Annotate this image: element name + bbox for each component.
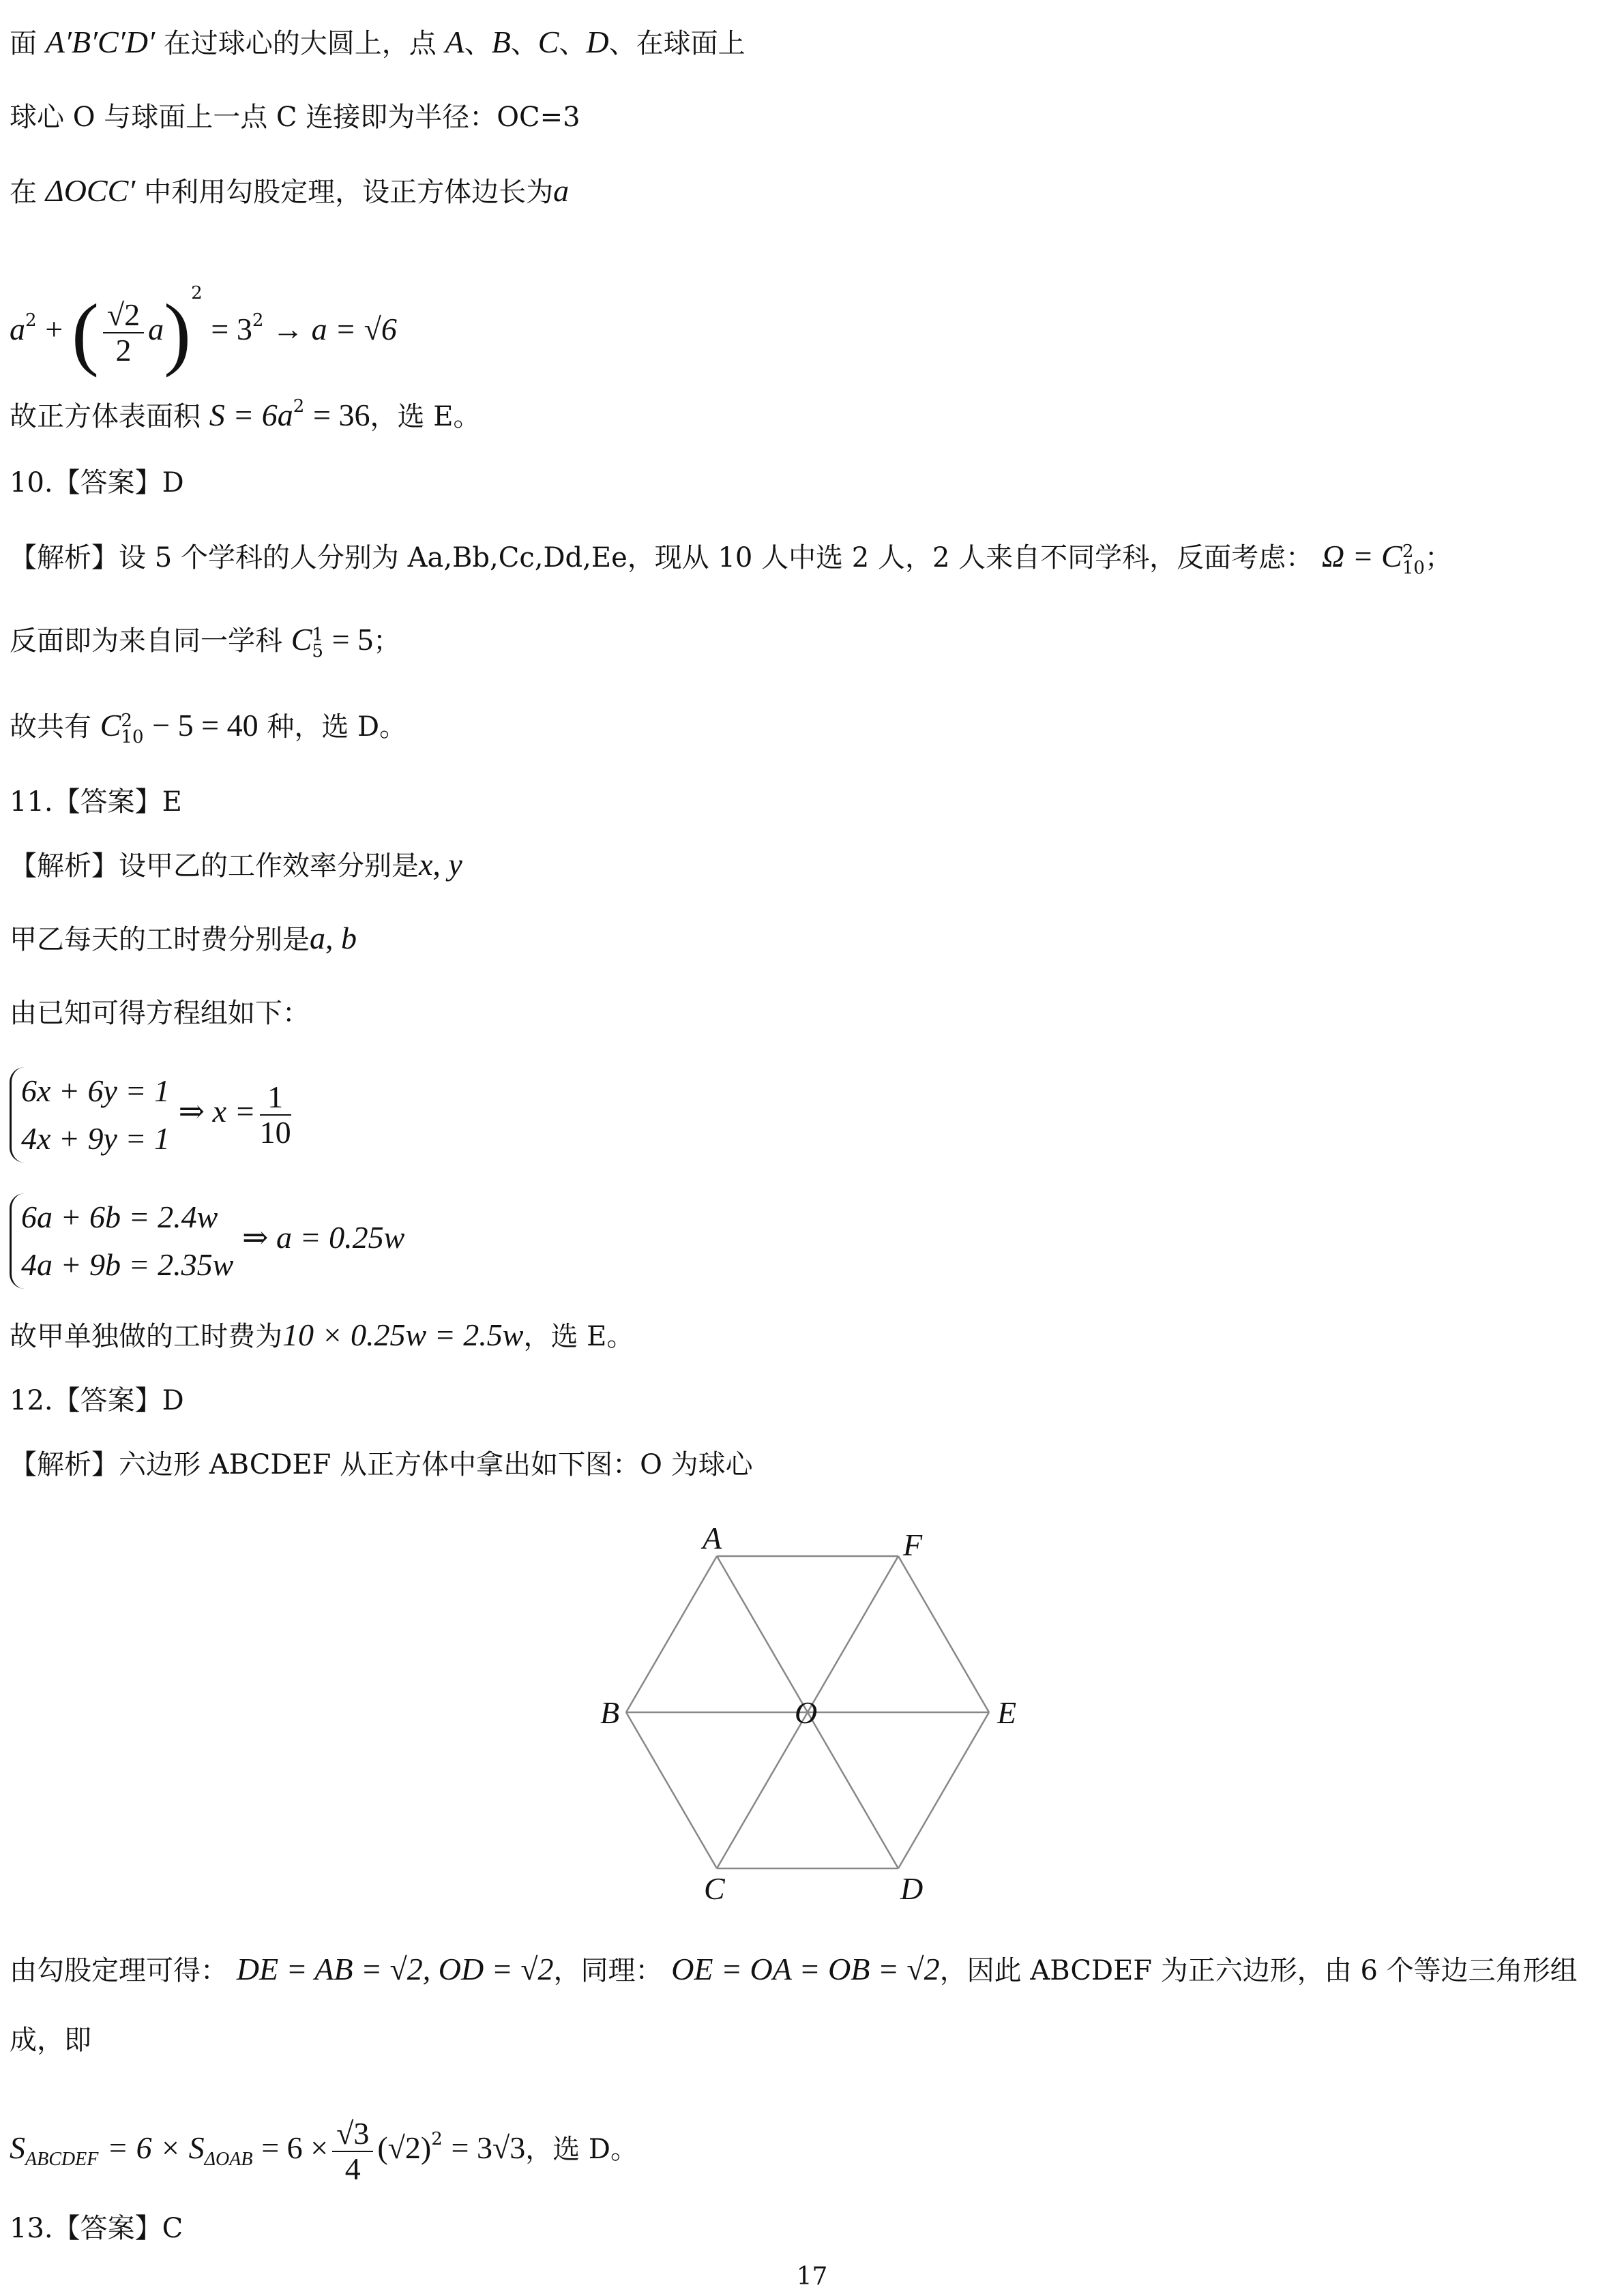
text-segment: 【解析】设甲乙的工作效率分别是 — [10, 850, 419, 882]
system-row: 6x + 6y = 1 — [21, 1073, 170, 1108]
text-segment: ，同理： — [553, 1955, 663, 1986]
text-line-11 — [10, 846, 462, 884]
punct: 、 — [464, 28, 492, 59]
text-segment: 故甲单独做的工时费为 — [10, 1321, 282, 1352]
edge-fe — [898, 1556, 989, 1712]
text-segment: 故正方体表面积 — [10, 401, 201, 432]
math-value: = 5 — [331, 622, 374, 657]
math-omega: Ω = C — [1321, 539, 1402, 573]
math-exponent: 2 — [191, 283, 203, 303]
math-point-a: A — [445, 25, 464, 59]
paren-right: ) — [164, 287, 192, 378]
math-c: C — [291, 622, 312, 657]
math-result: → a = √6 — [272, 312, 397, 346]
math-s: S — [10, 2130, 25, 2165]
text-line-20: 成，即 — [10, 2025, 91, 2056]
page-number: 17 — [796, 2263, 828, 2291]
text-line-13: 由已知可得方程组如下： — [10, 998, 310, 1029]
math-sub-sup — [121, 713, 143, 745]
fraction-numerator: √2 — [103, 298, 144, 333]
equation-pythagoras — [10, 239, 397, 378]
system-row: 6a + 6b = 2.4w — [21, 1199, 218, 1234]
text-line-5 — [10, 387, 481, 432]
label-a: A — [703, 1521, 722, 1555]
text-segment: 种，选 D。 — [267, 711, 407, 743]
math-sub-sup — [312, 627, 323, 659]
text-segment: ； — [1424, 542, 1452, 573]
fraction-numerator: 1 — [260, 1080, 291, 1116]
text-segment: ，选 D。 — [525, 2134, 638, 2165]
text-line-16 — [10, 1316, 634, 1354]
math-point-c: C — [537, 25, 559, 59]
math-subscript: ΔOAB — [204, 2149, 253, 2170]
math-subscript: ABCDEF — [25, 2149, 99, 2170]
math-a: a — [148, 312, 164, 346]
math-paren-sqrt2: (√2) — [377, 2130, 432, 2165]
math-plus: + — [45, 312, 63, 346]
system-row: 4a + 9b = 2.35w — [21, 1247, 234, 1282]
math-times-s: = 6 × S — [107, 2130, 205, 2165]
sub: 5 — [312, 641, 323, 661]
label-o: O — [795, 1695, 818, 1730]
math-sub-sup — [1402, 543, 1425, 576]
text-segment: 中利用勾股定理，设正方体边长为 — [144, 177, 554, 208]
text-segment: 甲乙每天的工时费分别是 — [10, 924, 310, 955]
math-times: = 6 × — [261, 2130, 329, 2165]
text-line-12 — [10, 919, 357, 957]
math-exponent: 2 — [431, 2129, 443, 2149]
answer-11: 11.【答案】E — [10, 786, 182, 818]
equation-system-1 — [10, 1060, 295, 1163]
text-line-1 — [10, 23, 745, 61]
sup: 2 — [1402, 541, 1414, 562]
text-segment: 、在球面上 — [608, 28, 745, 59]
sup: 2 — [121, 711, 132, 731]
fraction-denominator: 4 — [344, 2151, 361, 2186]
fraction-sqrt2-over-2 — [103, 298, 144, 368]
fraction-denominator: 10 — [259, 1115, 291, 1150]
system-row: 4x + 9y = 1 — [21, 1121, 170, 1156]
label-f: F — [903, 1527, 923, 1562]
text-line-19 — [10, 1950, 1578, 1988]
text-segment: ； — [373, 625, 401, 657]
math-equals-three: = 3 — [211, 312, 252, 346]
math-implies: ⇒ x = — [178, 1094, 256, 1129]
punct: 、 — [559, 28, 587, 59]
text-line-7 — [10, 537, 1452, 576]
math-surface-value: = 36 — [313, 398, 370, 432]
math-total: − 5 = 40 — [152, 708, 259, 743]
fraction-one-tenth — [260, 1080, 291, 1150]
equation-area — [10, 2088, 638, 2190]
math-point-b: B — [491, 25, 511, 59]
math-cost: 10 × 0.25w = 2.5w — [282, 1317, 524, 1352]
sub: 10 — [121, 727, 144, 747]
math-ab: a, b — [310, 921, 357, 955]
math-implies: ⇒ a = 0.25w — [241, 1220, 405, 1255]
text-line-8 — [10, 621, 400, 659]
sub: 10 — [1402, 558, 1425, 578]
math-exponent: 2 — [293, 396, 305, 417]
label-e: E — [997, 1695, 1017, 1730]
label-b: B — [600, 1695, 620, 1730]
text-segment: 反面即为来自同一学科 — [10, 625, 282, 657]
math-xy: x, y — [419, 847, 462, 882]
text-segment: 由勾股定理可得： — [10, 1955, 228, 1986]
math-exponent: 2 — [252, 310, 264, 331]
text-segment: 在过球心的大圆上，点 — [163, 28, 437, 59]
text-segment: 【解析】设 5 个学科的人分别为 Aa,Bb,Cc,Dd,Ee，现从 10 人中选 2 人，2 人来自不同学科，反面考虑： — [10, 542, 1314, 573]
math-lengths-2: OE = OA = OB = √2 — [671, 1952, 940, 1986]
answer-13: 13.【答案】C — [10, 2213, 183, 2244]
fraction-numerator: √3 — [332, 2117, 373, 2152]
sup: 1 — [312, 625, 323, 645]
text-line-9 — [10, 706, 407, 745]
answer-12: 12.【答案】D — [10, 1385, 184, 1416]
text-segment: ，因此 ABCDEF 为正六边形，由 6 个等边三角形组 — [939, 1955, 1578, 1986]
math-edge-variable: a — [553, 173, 570, 208]
text-line-3 — [10, 172, 569, 210]
hexagon-figure — [600, 1517, 1037, 1906]
math-lengths: DE = AB = √2, OD = √2 — [236, 1952, 554, 1986]
label-d: D — [900, 1871, 924, 1906]
text-segment: 面 — [10, 28, 37, 59]
paren-left: ( — [71, 287, 99, 378]
math-c: C — [100, 708, 121, 743]
equation-system-2 — [10, 1187, 404, 1289]
math-cube-top-face: A′B′C′D′ — [45, 25, 156, 59]
system-brace — [10, 1193, 233, 1289]
text-line-2: 球心 O 与球面上一点 C 连接即为半径：OC=3 — [10, 102, 580, 133]
math-a: a — [10, 312, 25, 346]
math-exponent: 2 — [25, 310, 37, 331]
edge-ba — [626, 1556, 717, 1712]
text-line-18: 【解析】六边形 ABCDEF 从正方体中拿出如下图：O 为球心 — [10, 1449, 753, 1480]
text-segment: 故共有 — [10, 711, 91, 743]
text-segment: 在 — [10, 177, 37, 208]
math-triangle: ΔOCC′ — [45, 173, 136, 208]
system-brace — [10, 1067, 170, 1163]
text-segment: ，选 E。 — [523, 1321, 634, 1352]
text-segment: ，选 E。 — [370, 401, 481, 432]
math-surface: S = 6a — [209, 398, 293, 432]
edge-cb — [626, 1712, 717, 1868]
math-point-d: D — [586, 25, 609, 59]
fraction-sqrt3-over-4 — [332, 2117, 373, 2186]
math-area-result: = 3√3 — [451, 2130, 526, 2165]
punct: 、 — [510, 28, 538, 59]
label-c: C — [704, 1871, 725, 1906]
answer-10: 10.【答案】D — [10, 467, 184, 498]
fraction-denominator: 2 — [115, 333, 132, 368]
edge-ed — [898, 1712, 989, 1868]
